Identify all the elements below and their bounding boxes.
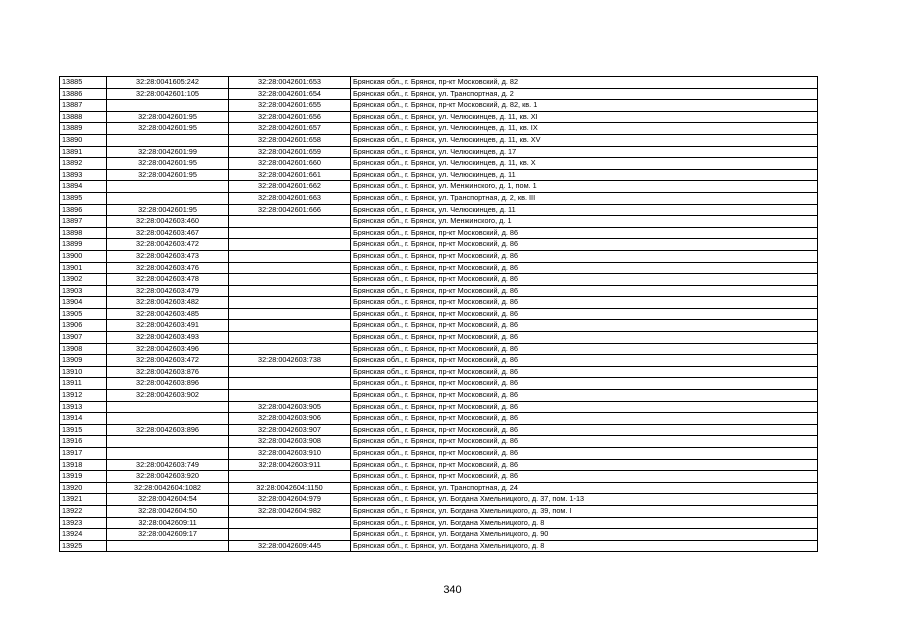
row-number-cell: 13916: [60, 436, 107, 448]
table-row: [60, 505, 818, 517]
object-cadastral-number-cell: [229, 250, 351, 262]
land-cadastral-number-cell: 32:28:0042603:467: [107, 227, 229, 239]
address-cell: Брянская обл., г. Брянск, пр-кт Московский, д. 86: [351, 262, 818, 274]
address-cell: Брянская обл., г. Брянск, ул. Богдана Хмельницкого, д. 8: [351, 540, 818, 552]
address-cell: Брянская обл., г. Брянск, ул. Челюскинцев, д. 11, кв. IX: [351, 123, 818, 135]
object-cadastral-number-cell: 32:28:0042604:979: [229, 494, 351, 506]
address-cell: Брянская обл., г. Брянск, пр-кт Московский, д. 86: [351, 378, 818, 390]
row-number-cell: 13906: [60, 320, 107, 332]
table-row: [60, 540, 818, 552]
table-row: [60, 216, 818, 228]
table-row: [60, 436, 818, 448]
object-cadastral-number-cell: 32:28:0042601:660: [229, 158, 351, 170]
table-row: [60, 250, 818, 262]
object-cadastral-number-cell: [229, 332, 351, 344]
land-cadastral-number-cell: 32:28:0042603:482: [107, 297, 229, 309]
row-number-cell: 13901: [60, 262, 107, 274]
land-cadastral-number-cell: 32:28:0042603:473: [107, 250, 229, 262]
object-cadastral-number-cell: [229, 274, 351, 286]
table-row: [60, 308, 818, 320]
object-cadastral-number-cell: 32:28:0042603:907: [229, 424, 351, 436]
land-cadastral-number-cell: 32:28:0042603:472: [107, 239, 229, 251]
land-cadastral-number-cell: 32:28:0042601:95: [107, 123, 229, 135]
row-number-cell: 13902: [60, 274, 107, 286]
land-cadastral-number-cell: 32:28:0042603:896: [107, 378, 229, 390]
land-cadastral-number-cell: [107, 192, 229, 204]
row-number-cell: 13925: [60, 540, 107, 552]
table-row: [60, 517, 818, 529]
table-row: [60, 471, 818, 483]
table-row: [60, 169, 818, 181]
table-row: [60, 413, 818, 425]
object-cadastral-number-cell: [229, 297, 351, 309]
table-row: [60, 390, 818, 402]
object-cadastral-number-cell: [229, 343, 351, 355]
table-row: [60, 227, 818, 239]
address-cell: Брянская обл., г. Брянск, ул. Богдана Хмельницкого, д. 8: [351, 517, 818, 529]
land-cadastral-number-cell: 32:28:0042604:50: [107, 505, 229, 517]
row-number-cell: 13886: [60, 88, 107, 100]
table-row: [60, 192, 818, 204]
land-cadastral-number-cell: 32:28:0042603:491: [107, 320, 229, 332]
address-cell: Брянская обл., г. Брянск, ул. Челюскинцев, д. 11, кв. XV: [351, 134, 818, 146]
address-cell: Брянская обл., г. Брянск, пр-кт Московский, д. 86: [351, 285, 818, 297]
address-cell: Брянская обл., г. Брянск, ул. Транспортная, д. 2: [351, 88, 818, 100]
table-row: [60, 158, 818, 170]
address-cell: Брянская обл., г. Брянск, пр-кт Московский, д. 86: [351, 413, 818, 425]
land-cadastral-number-cell: [107, 540, 229, 552]
object-cadastral-number-cell: 32:28:0042601:653: [229, 77, 351, 89]
land-cadastral-number-cell: [107, 448, 229, 460]
row-number-cell: 13920: [60, 482, 107, 494]
address-cell: Брянская обл., г. Брянск, пр-кт Московский, д. 82: [351, 77, 818, 89]
row-number-cell: 13903: [60, 285, 107, 297]
object-cadastral-number-cell: [229, 517, 351, 529]
land-cadastral-number-cell: 32:28:0041605:242: [107, 77, 229, 89]
address-cell: Брянская обл., г. Брянск, пр-кт Московский, д. 86: [351, 274, 818, 286]
address-cell: Брянская обл., г. Брянск, ул. Богдана Хмельницкого, д. 90: [351, 529, 818, 541]
land-cadastral-number-cell: 32:28:0042603:496: [107, 343, 229, 355]
row-number-cell: 13887: [60, 100, 107, 112]
address-cell: Брянская обл., г. Брянск, пр-кт Московский, д. 86: [351, 250, 818, 262]
object-cadastral-number-cell: [229, 216, 351, 228]
land-cadastral-number-cell: 32:28:0042601:95: [107, 158, 229, 170]
land-cadastral-number-cell: 32:28:0042609:11: [107, 517, 229, 529]
row-number-cell: 13896: [60, 204, 107, 216]
object-cadastral-number-cell: 32:28:0042603:911: [229, 459, 351, 471]
land-cadastral-number-cell: [107, 100, 229, 112]
address-cell: Брянская обл., г. Брянск, пр-кт Московский, д. 86: [351, 471, 818, 483]
table-row: [60, 100, 818, 112]
land-cadastral-number-cell: 32:28:0042601:105: [107, 88, 229, 100]
address-cell: Брянская обл., г. Брянск, ул. Челюскинцев, д. 17: [351, 146, 818, 158]
object-cadastral-number-cell: [229, 366, 351, 378]
address-cell: Брянская обл., г. Брянск, ул. Челюскинцев, д. 11: [351, 169, 818, 181]
object-cadastral-number-cell: 32:28:0042601:657: [229, 123, 351, 135]
table-row: [60, 88, 818, 100]
address-cell: Брянская обл., г. Брянск, ул. Богдана Хмельницкого, д. 39, пом. I: [351, 505, 818, 517]
land-cadastral-number-cell: 32:28:0042603:749: [107, 459, 229, 471]
row-number-cell: 13899: [60, 239, 107, 251]
table-row: [60, 204, 818, 216]
address-cell: Брянская обл., г. Брянск, пр-кт Московский, д. 86: [351, 459, 818, 471]
row-number-cell: 13905: [60, 308, 107, 320]
object-cadastral-number-cell: [229, 285, 351, 297]
land-cadastral-number-cell: 32:28:0042603:902: [107, 390, 229, 402]
object-cadastral-number-cell: 32:28:0042604:1150: [229, 482, 351, 494]
address-cell: Брянская обл., г. Брянск, пр-кт Московский, д. 86: [351, 239, 818, 251]
address-cell: Брянская обл., г. Брянск, ул. Транспортная, д. 2, кв. III: [351, 192, 818, 204]
land-cadastral-number-cell: 32:28:0042603:476: [107, 262, 229, 274]
address-cell: Брянская обл., г. Брянск, пр-кт Московский, д. 86: [351, 297, 818, 309]
table-row: [60, 378, 818, 390]
row-number-cell: 13910: [60, 366, 107, 378]
object-cadastral-number-cell: 32:28:0042601:661: [229, 169, 351, 181]
address-cell: Брянская обл., г. Брянск, ул. Богдана Хмельницкого, д. 37, пом. 1-13: [351, 494, 818, 506]
address-cell: Брянская обл., г. Брянск, пр-кт Московский, д. 86: [351, 227, 818, 239]
land-cadastral-number-cell: [107, 436, 229, 448]
object-cadastral-number-cell: [229, 378, 351, 390]
table-row: [60, 320, 818, 332]
row-number-cell: 13914: [60, 413, 107, 425]
land-cadastral-number-cell: 32:28:0042603:493: [107, 332, 229, 344]
land-cadastral-number-cell: [107, 413, 229, 425]
object-cadastral-number-cell: 32:28:0042603:908: [229, 436, 351, 448]
land-cadastral-number-cell: [107, 134, 229, 146]
row-number-cell: 13891: [60, 146, 107, 158]
row-number-cell: 13919: [60, 471, 107, 483]
address-cell: Брянская обл., г. Брянск, пр-кт Московский, д. 86: [351, 343, 818, 355]
object-cadastral-number-cell: 32:28:0042601:656: [229, 111, 351, 123]
row-number-cell: 13894: [60, 181, 107, 193]
row-number-cell: 13909: [60, 355, 107, 367]
table-row: [60, 123, 818, 135]
table-row: [60, 332, 818, 344]
object-cadastral-number-cell: 32:28:0042604:982: [229, 505, 351, 517]
object-cadastral-number-cell: 32:28:0042601:654: [229, 88, 351, 100]
table-row: [60, 77, 818, 89]
row-number-cell: 13889: [60, 123, 107, 135]
table-row: [60, 529, 818, 541]
table-row: [60, 146, 818, 158]
row-number-cell: 13892: [60, 158, 107, 170]
land-cadastral-number-cell: 32:28:0042601:99: [107, 146, 229, 158]
address-cell: Брянская обл., г. Брянск, пр-кт Московский, д. 86: [351, 332, 818, 344]
object-cadastral-number-cell: 32:28:0042601:658: [229, 134, 351, 146]
object-cadastral-number-cell: 32:28:0042603:910: [229, 448, 351, 460]
address-cell: Брянская обл., г. Брянск, пр-кт Московский, д. 86: [351, 320, 818, 332]
land-cadastral-number-cell: 32:28:0042604:54: [107, 494, 229, 506]
address-cell: Брянская обл., г. Брянск, пр-кт Московский, д. 86: [351, 401, 818, 413]
table-row: [60, 459, 818, 471]
row-number-cell: 13908: [60, 343, 107, 355]
object-cadastral-number-cell: 32:28:0042603:906: [229, 413, 351, 425]
row-number-cell: 13890: [60, 134, 107, 146]
row-number-cell: 13885: [60, 77, 107, 89]
row-number-cell: 13900: [60, 250, 107, 262]
address-cell: Брянская обл., г. Брянск, пр-кт Московский, д. 86: [351, 308, 818, 320]
land-cadastral-number-cell: [107, 401, 229, 413]
table-row: [60, 366, 818, 378]
land-cadastral-number-cell: [107, 181, 229, 193]
row-number-cell: 13888: [60, 111, 107, 123]
object-cadastral-number-cell: [229, 308, 351, 320]
land-cadastral-number-cell: 32:28:0042603:472: [107, 355, 229, 367]
object-cadastral-number-cell: [229, 262, 351, 274]
land-cadastral-number-cell: 32:28:0042601:95: [107, 169, 229, 181]
land-cadastral-number-cell: 32:28:0042601:95: [107, 111, 229, 123]
object-cadastral-number-cell: [229, 529, 351, 541]
address-cell: Брянская обл., г. Брянск, ул. Челюскинцев, д. 11, кв. XI: [351, 111, 818, 123]
address-cell: Брянская обл., г. Брянск, ул. Челюскинцев, д. 11: [351, 204, 818, 216]
address-cell: Брянская обл., г. Брянск, ул. Менжинского, д. 1, пом. 1: [351, 181, 818, 193]
land-cadastral-number-cell: 32:28:0042603:479: [107, 285, 229, 297]
land-cadastral-number-cell: 32:28:0042603:460: [107, 216, 229, 228]
table-row: [60, 297, 818, 309]
row-number-cell: 13904: [60, 297, 107, 309]
address-cell: Брянская обл., г. Брянск, пр-кт Московский, д. 86: [351, 424, 818, 436]
land-cadastral-number-cell: 32:28:0042603:896: [107, 424, 229, 436]
address-cell: Брянская обл., г. Брянск, ул. Транспортная, д. 24: [351, 482, 818, 494]
object-cadastral-number-cell: 32:28:0042601:663: [229, 192, 351, 204]
row-number-cell: 13924: [60, 529, 107, 541]
row-number-cell: 13897: [60, 216, 107, 228]
row-number-cell: 13907: [60, 332, 107, 344]
table-row: [60, 355, 818, 367]
address-cell: Брянская обл., г. Брянск, пр-кт Московский, д. 86: [351, 436, 818, 448]
row-number-cell: 13915: [60, 424, 107, 436]
address-cell: Брянская обл., г. Брянск, пр-кт Московский, д. 86: [351, 448, 818, 460]
row-number-cell: 13911: [60, 378, 107, 390]
object-cadastral-number-cell: [229, 390, 351, 402]
table-row: [60, 111, 818, 123]
land-cadastral-number-cell: 32:28:0042603:485: [107, 308, 229, 320]
table-row: [60, 274, 818, 286]
land-cadastral-number-cell: 32:28:0042603:876: [107, 366, 229, 378]
table-row: [60, 285, 818, 297]
object-cadastral-number-cell: [229, 227, 351, 239]
object-cadastral-number-cell: [229, 239, 351, 251]
object-cadastral-number-cell: 32:28:0042603:905: [229, 401, 351, 413]
land-cadastral-number-cell: 32:28:0042604:1082: [107, 482, 229, 494]
row-number-cell: 13913: [60, 401, 107, 413]
page-number: 340: [443, 584, 462, 596]
row-number-cell: 13893: [60, 169, 107, 181]
row-number-cell: 13898: [60, 227, 107, 239]
table-row: [60, 262, 818, 274]
land-cadastral-number-cell: 32:28:0042603:920: [107, 471, 229, 483]
land-cadastral-number-cell: 32:28:0042601:95: [107, 204, 229, 216]
address-cell: Брянская обл., г. Брянск, пр-кт Московский, д. 86: [351, 366, 818, 378]
row-number-cell: 13918: [60, 459, 107, 471]
land-cadastral-number-cell: 32:28:0042603:478: [107, 274, 229, 286]
row-number-cell: 13921: [60, 494, 107, 506]
object-cadastral-number-cell: [229, 471, 351, 483]
object-cadastral-number-cell: [229, 320, 351, 332]
address-cell: Брянская обл., г. Брянск, пр-кт Московский, д. 82, кв. 1: [351, 100, 818, 112]
registry-table-body: [60, 77, 818, 552]
row-number-cell: 13912: [60, 390, 107, 402]
table-row: [60, 134, 818, 146]
address-cell: Брянская обл., г. Брянск, ул. Менжинского, д. 1: [351, 216, 818, 228]
registry-table: [59, 76, 818, 552]
address-cell: Брянская обл., г. Брянск, пр-кт Московский, д. 86: [351, 355, 818, 367]
object-cadastral-number-cell: 32:28:0042601:662: [229, 181, 351, 193]
row-number-cell: 13917: [60, 448, 107, 460]
table-row: [60, 482, 818, 494]
table-row: [60, 401, 818, 413]
table-row: [60, 448, 818, 460]
address-cell: Брянская обл., г. Брянск, ул. Челюскинцев, д. 11, кв. X: [351, 158, 818, 170]
object-cadastral-number-cell: 32:28:0042609:445: [229, 540, 351, 552]
address-cell: Брянская обл., г. Брянск, пр-кт Московский, д. 86: [351, 390, 818, 402]
table-row: [60, 181, 818, 193]
row-number-cell: 13923: [60, 517, 107, 529]
table-row: [60, 494, 818, 506]
object-cadastral-number-cell: 32:28:0042603:738: [229, 355, 351, 367]
object-cadastral-number-cell: 32:28:0042601:666: [229, 204, 351, 216]
row-number-cell: 13895: [60, 192, 107, 204]
object-cadastral-number-cell: 32:28:0042601:659: [229, 146, 351, 158]
object-cadastral-number-cell: 32:28:0042601:655: [229, 100, 351, 112]
table-row: [60, 424, 818, 436]
land-cadastral-number-cell: 32:28:0042609:17: [107, 529, 229, 541]
table-row: [60, 239, 818, 251]
table-row: [60, 343, 818, 355]
row-number-cell: 13922: [60, 505, 107, 517]
